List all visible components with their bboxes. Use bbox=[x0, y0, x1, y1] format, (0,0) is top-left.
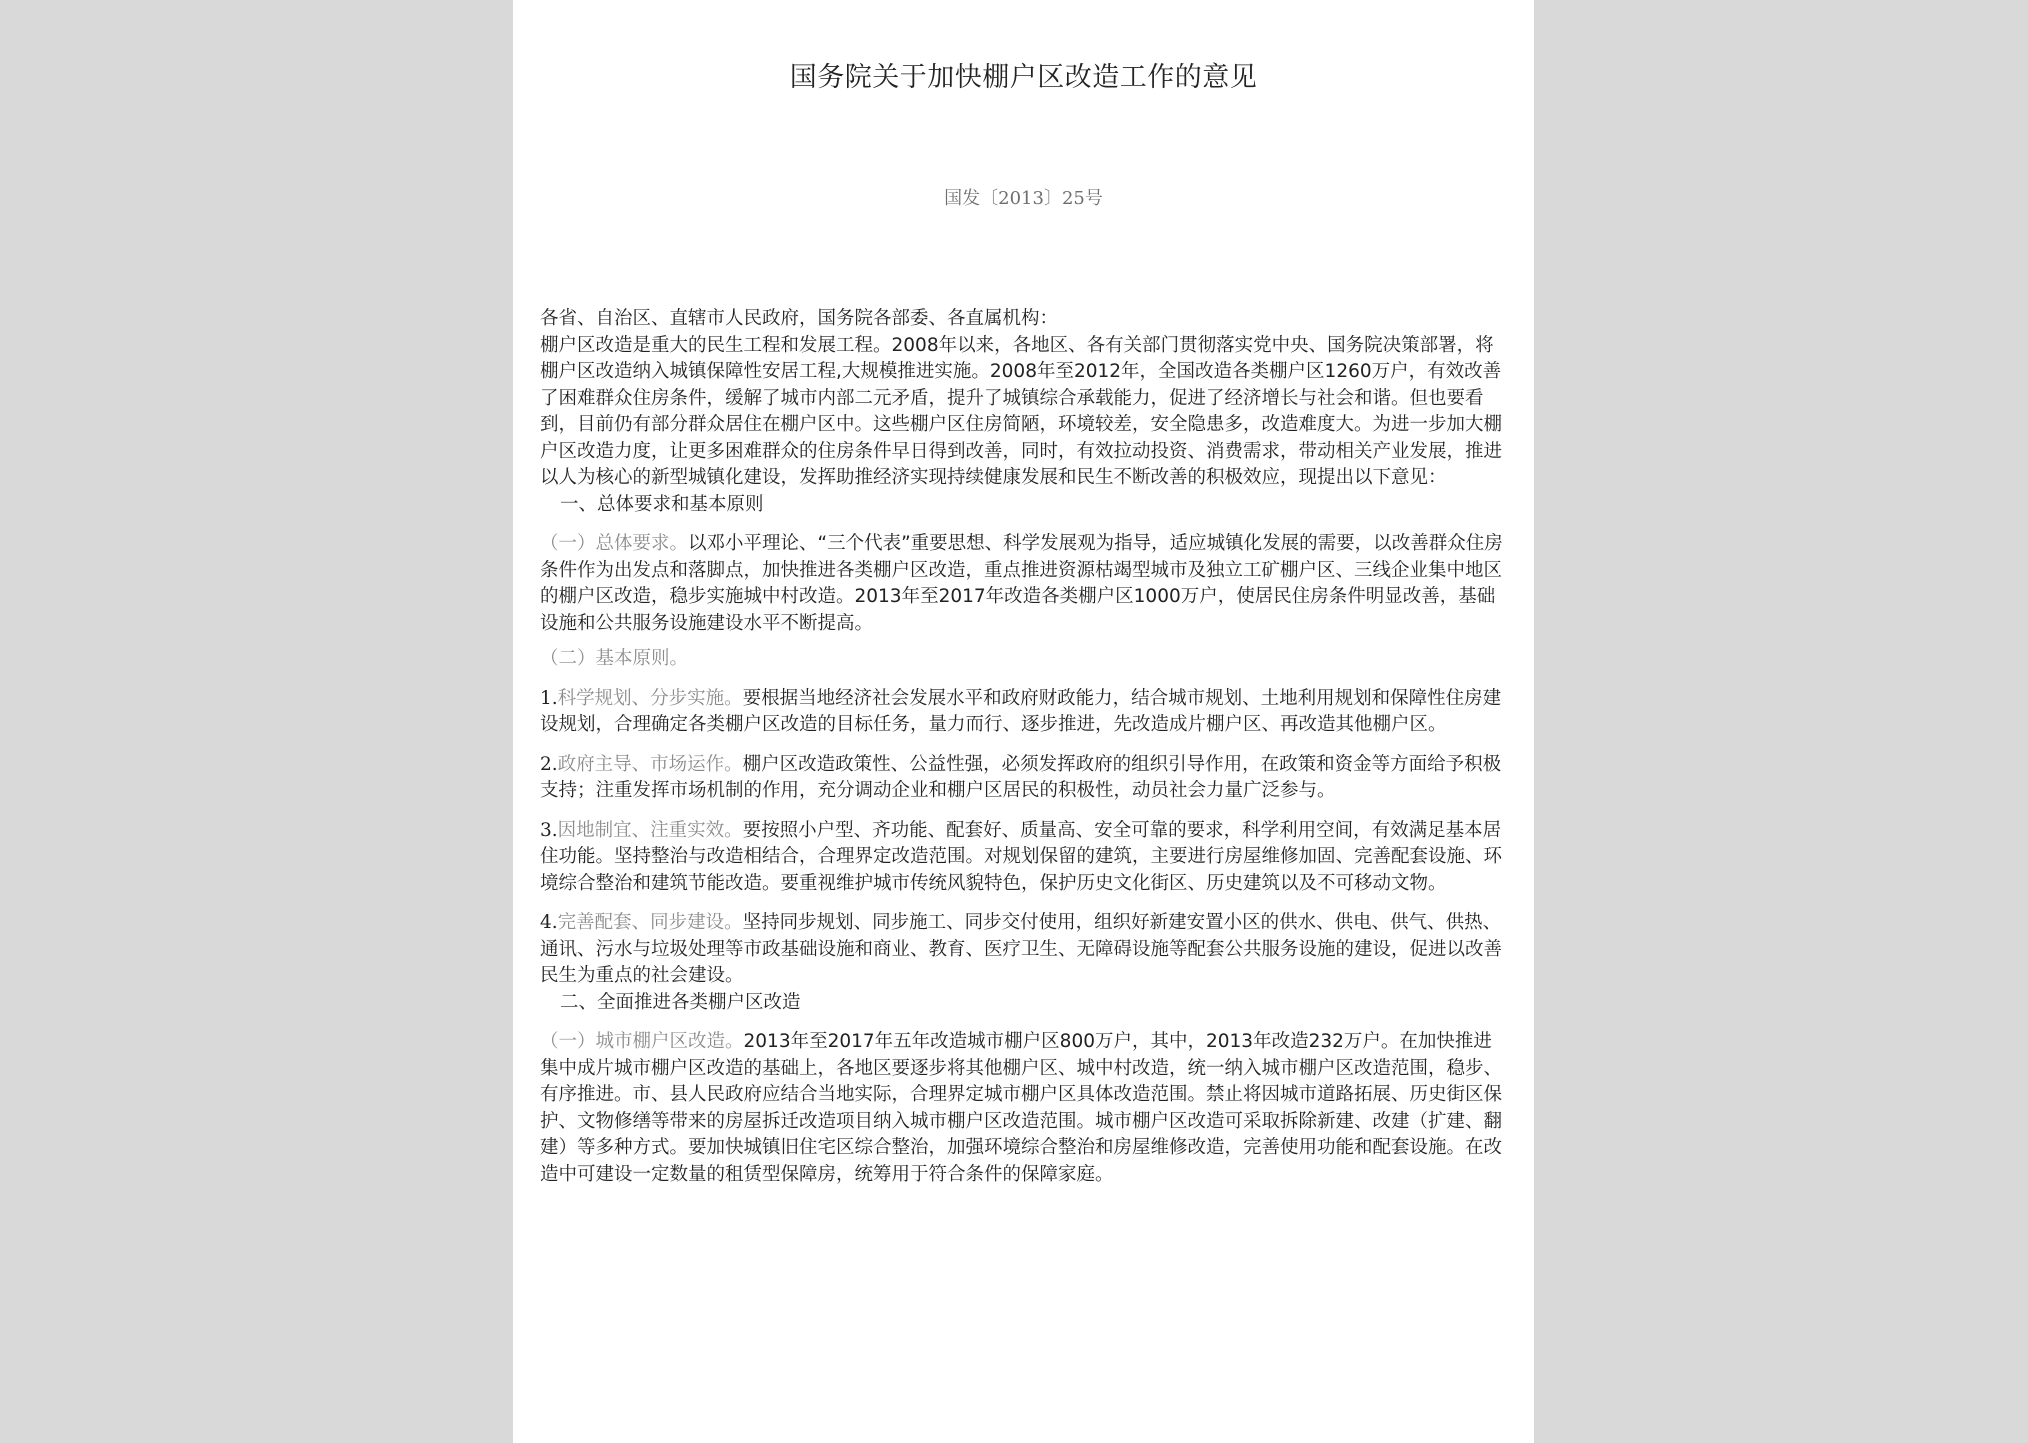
document-body bbox=[540, 306, 1510, 1188]
document-title: 国务院关于加快棚户区改造工作的意见 bbox=[789, 62, 1258, 93]
principle-3 bbox=[540, 818, 1510, 898]
section-heading-1: 一、总体要求和基本原则 bbox=[560, 493, 764, 515]
principle-text: 要按照小户型、齐功能、配套好、质量高、安全可靠的要求，科学利用空间，有效满足基本居住功能。坚持整治与改造相结合，合理界定改造范围。对规划保留的建筑，主要进行房屋维修加固、完善配套设施、环境综合整治和建筑节能改造。要重视维护城市传统风貌特色，保护历史文化街区、历史建筑以及不可移动文物。 bbox=[540, 819, 1503, 894]
paragraph-basic-principles-label: （二）基本原则。 bbox=[540, 648, 689, 669]
item-label: （一）城市棚户区改造。 bbox=[540, 1031, 744, 1052]
principle-text: 要根据当地经济社会发展水平和政府财政能力，结合城市规划、土地利用规划和保障性住房建设规划，合理确定各类棚户区改造的目标任务，量力而行、逐步推进，先改造成片棚户区、再改造其他棚户区。 bbox=[540, 687, 1502, 735]
principle-text: 坚持同步规划、同步施工、同步交付使用，组织好新建安置小区的供水、供电、供气、供热、通讯、污水与垃圾处理等市政基础设施和商业、教育、医疗卫生、无障碍设施等配套公共服务设施的建设，促进以改善民生为重点的社会建设。 bbox=[540, 912, 1503, 986]
principle-number: 2. bbox=[540, 753, 558, 775]
salutation: 各省、自治区、直辖市人民政府，国务院各部委、各直属机构： bbox=[540, 308, 1059, 329]
item-text: 2013年至2017年五年改造城市棚户区800万户，其中，2013年改造232万户。在加快推进集中成片城市棚户区改造的基础上，各地区要逐步将其他棚户区、城中村改造，统一纳入城市棚户区改造范围，稳步、有序推进。市、县人民政府应结合当地实际，合理界定城市棚户区具体改造范围。禁止将因城市道路拓展、历史街区保护、文物修缮等带来的房屋拆迁改造项目纳入城市棚户区改造范围。城市棚户区改造可采取拆除新建、改建（扩建、翻建）等多种方式。要加快城镇旧住宅区综合整治，加强环境综合整治和房屋维修改造，完善使用功能和配套设施。在改造中可建设一定数量的租赁型保障房，统筹用于符合条件的保障家庭。 bbox=[540, 1031, 1503, 1185]
paragraph-general-requirements bbox=[540, 531, 1510, 637]
paragraph-urban-shantytown bbox=[540, 1029, 1510, 1188]
principle-text: 棚户区改造政策性、公益性强，必须发挥政府的组织引导作用，在政策和资金等方面给予积极支持；注重发挥市场机制的作用，充分调动企业和棚户区居民的积极性，动员社会力量广泛参与。 bbox=[540, 753, 1502, 801]
principle-number: 1. bbox=[540, 687, 558, 709]
principle-4 bbox=[540, 910, 1510, 990]
principle-2 bbox=[540, 752, 1510, 805]
intro-paragraph: 棚户区改造是重大的民生工程和发展工程。2008年以来，各地区、各有关部门贯彻落实党中央、国务院决策部署，将棚户区改造纳入城镇保障性安居工程,大规模推进实施。2008年至2012年，全国改造各类棚户区1260万户，有效改善了困难群众住房条件，缓解了城市内部二元矛盾，提升了城镇综合承载能力，促进了经济增长与社会和谐。但也要看到，目前仍有部分群众居住在棚户区中。这些棚户区住房简陋，环境较差，安全隐患多，改造难度大。为进一步加大棚户区改造力度，让更多困难群众的住房条件早日得到改善，同时，有效拉动投资、消费需求，带动相关产业发展，推进以人为核心的新型城镇化建设，发挥助推经济实现持续健康发展和民生不断改善的积极效应，现提出以下意见： bbox=[540, 334, 1503, 488]
principle-number: 3. bbox=[540, 819, 558, 841]
item-label: （一）总体要求。 bbox=[540, 533, 689, 554]
principle-label: 科学规划、分步实施。 bbox=[557, 687, 743, 709]
principle-label: 完善配套、同步建设。 bbox=[557, 912, 743, 933]
principle-label: 因地制宜、注重实效。 bbox=[557, 819, 743, 841]
principle-number: 4. bbox=[540, 912, 558, 933]
item-text: 以邓小平理论、“三个代表”重要思想、科学发展观为指导，适应城镇化发展的需要，以改善群众住房条件作为出发点和落脚点，加快推进各类棚户区改造，重点推进资源枯竭型城市及独立工矿棚户区、三线企业集中地区的棚户区改造，稳步实施城中村改造。2013年至2017年改造各类棚户区1000万户，使居民住房条件明显改善，基础设施和公共服务设施建设水平不断提高。 bbox=[540, 533, 1503, 634]
document-number: 国发〔2013〕25号 bbox=[944, 188, 1103, 209]
document-page bbox=[513, 0, 1534, 1443]
principle-label: 政府主导、市场运作。 bbox=[557, 753, 743, 775]
principle-1 bbox=[540, 686, 1510, 739]
section-heading-2: 二、全面推进各类棚户区改造 bbox=[560, 991, 801, 1013]
